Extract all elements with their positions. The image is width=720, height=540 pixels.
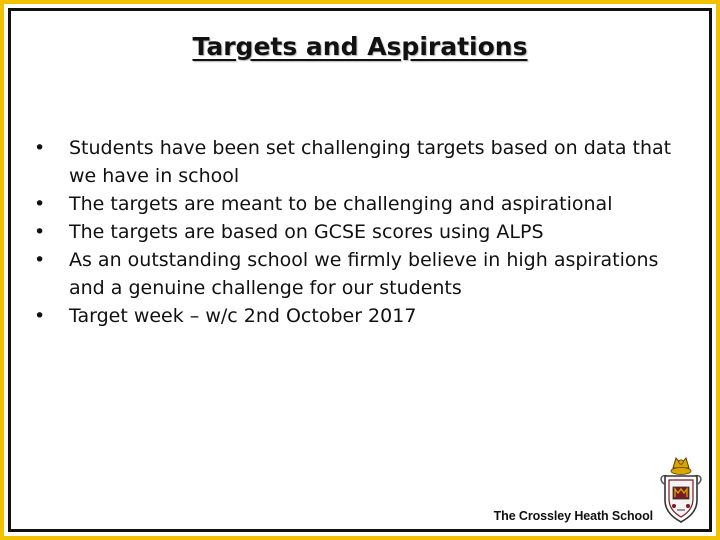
bullet-list bbox=[32, 134, 692, 330]
bullet-icon: • bbox=[34, 137, 46, 159]
bullet-text: As an outstanding school we firmly believe in high aspirations bbox=[69, 249, 659, 271]
bullet-text: The targets are meant to be challenging and aspirational bbox=[69, 193, 613, 215]
school-name: The Crossley Heath School bbox=[493, 509, 653, 523]
bullet-text-continued: and a genuine challenge for our students bbox=[69, 277, 462, 299]
slide-title: Targets and Aspirations bbox=[192, 32, 528, 61]
bullet-text: The targets are based on GCSE scores using ALPS bbox=[69, 221, 544, 243]
bullet-icon: • bbox=[34, 221, 46, 243]
school-crest-icon bbox=[658, 454, 704, 526]
bullet-text: Students have been set challenging targets based on data that bbox=[69, 137, 672, 159]
bullet-item bbox=[32, 218, 692, 246]
bullet-item bbox=[32, 302, 692, 330]
bullet-item bbox=[32, 246, 692, 302]
bullet-icon: • bbox=[34, 249, 46, 271]
bullet-item bbox=[32, 134, 692, 190]
bullet-text-continued: we have in school bbox=[69, 165, 240, 187]
bullet-icon: • bbox=[34, 305, 46, 327]
bullet-icon: • bbox=[34, 193, 46, 215]
bullet-text: Target week – w/c 2nd October 2017 bbox=[69, 305, 417, 327]
bullet-item bbox=[32, 190, 692, 218]
